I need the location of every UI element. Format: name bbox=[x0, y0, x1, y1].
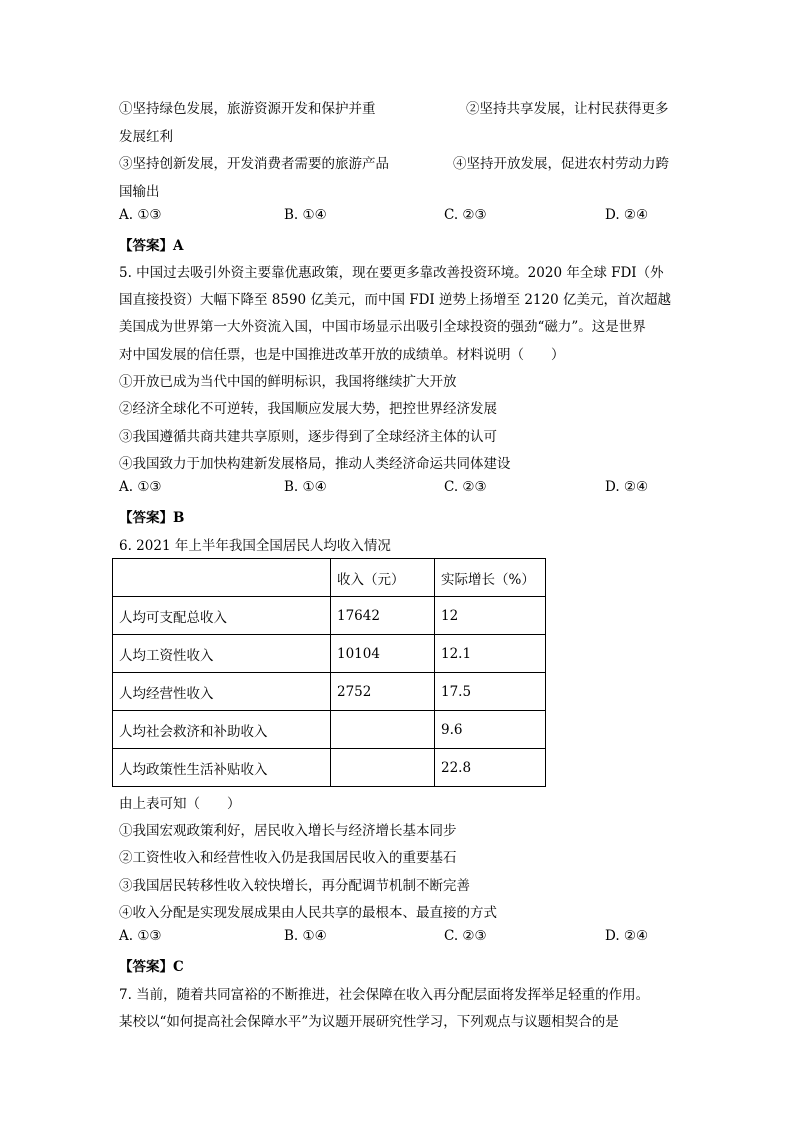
table-cell: 人均经营性收入 bbox=[113, 673, 331, 711]
table-cell bbox=[331, 749, 435, 787]
answer-value: A bbox=[173, 238, 184, 254]
table-cell: 17642 bbox=[331, 597, 435, 635]
choice-d: D. ②④ bbox=[605, 479, 649, 495]
q5-option-2: ②经济全球化不可逆转，我国顺应发展大势，把控世界经济发展 bbox=[119, 401, 497, 417]
table-cell: 人均可支配总收入 bbox=[113, 597, 331, 635]
q4-option-4: ④坚持开放发展，促进农村劳动力跨 bbox=[453, 156, 669, 172]
choice-d: D. ②④ bbox=[605, 928, 649, 944]
choice-b: B. ①④ bbox=[284, 928, 327, 944]
header-cell: 实际增长（%） bbox=[435, 559, 546, 597]
q5-answer bbox=[119, 506, 184, 526]
q4-option-3: ③坚持创新发展，开发消费者需要的旅游产品 bbox=[119, 156, 389, 172]
q5-option-3: ③我国遵循共商共建共享原则，逐步得到了全球经济主体的认可 bbox=[119, 429, 497, 445]
q5-stem-line-1: 5. 中国过去吸引外资主要靠优惠政策，现在要更多靠改善投资环境。2020 年全球 FDI（外 bbox=[119, 265, 664, 281]
table-row bbox=[113, 673, 546, 711]
choice-a: A. ①③ bbox=[119, 928, 162, 944]
q6-option-2: ②工资性收入和经营性收入仍是我国居民收入的重要基石 bbox=[119, 850, 457, 866]
answer-label: 【答案】 bbox=[119, 959, 173, 975]
q6-stem: 由上表可知（ ） bbox=[119, 796, 241, 812]
choice-c: C. ②③ bbox=[444, 207, 487, 223]
q5-option-4: ④我国致力于加快构建新发展格局，推动人类经济命运共同体建设 bbox=[119, 456, 511, 472]
q7-stem-line-2: 某校以“如何提高社会保障水平”为议题开展研究性学习，下列观点与议题相契合的是 bbox=[119, 1014, 619, 1030]
header-cell bbox=[113, 559, 331, 597]
choice-b: B. ①④ bbox=[284, 207, 327, 223]
table-cell: 10104 bbox=[331, 635, 435, 673]
choice-a: A. ①③ bbox=[119, 207, 162, 223]
table-cell: 9.6 bbox=[435, 711, 546, 749]
table-row bbox=[113, 635, 546, 673]
q4-answer bbox=[119, 234, 183, 254]
table-cell: 17.5 bbox=[435, 673, 546, 711]
q6-option-3: ③我国居民转移性收入较快增长，再分配调节机制不断完善 bbox=[119, 878, 470, 894]
table-row bbox=[113, 749, 546, 787]
answer-value: C bbox=[173, 959, 184, 975]
header-cell: 收入（元） bbox=[331, 559, 435, 597]
q4-choices bbox=[119, 207, 674, 227]
q5-stem-line-3: 美国成为世界第一大外资流入国，中国市场显示出吸引全球投资的强劲“磁力”。这是世界 bbox=[119, 319, 646, 335]
q4-option-2: ②坚持共享发展，让村民获得更多 bbox=[466, 101, 669, 117]
q6-title: 6. 2021 年上半年我国全国居民人均收入情况 bbox=[119, 538, 391, 554]
choice-a: A. ①③ bbox=[119, 479, 162, 495]
table-header-row bbox=[113, 559, 546, 597]
table-row bbox=[113, 711, 546, 749]
table-row bbox=[113, 597, 546, 635]
q4-option-4-cont: 国输出 bbox=[119, 184, 160, 200]
q6-choices bbox=[119, 928, 674, 948]
table-cell bbox=[331, 711, 435, 749]
q5-stem-line-4: 对中国发展的信任票，也是中国推进改革开放的成绩单。材料说明（ ） bbox=[119, 347, 565, 363]
table-cell: 人均社会救济和补助收入 bbox=[113, 711, 331, 749]
q5-choices bbox=[119, 479, 674, 499]
q4-option-2-cont: 发展红利 bbox=[119, 129, 173, 145]
q4-option-1: ①坚持绿色发展，旅游资源开发和保护并重 bbox=[119, 101, 376, 117]
q5-option-1: ①开放已成为当代中国的鲜明标识，我国将继续扩大开放 bbox=[119, 374, 457, 390]
q6-answer bbox=[119, 955, 184, 975]
answer-value: B bbox=[173, 510, 185, 526]
choice-c: C. ②③ bbox=[444, 479, 487, 495]
table-cell: 12.1 bbox=[435, 635, 546, 673]
table-cell: 22.8 bbox=[435, 749, 546, 787]
table-cell: 12 bbox=[435, 597, 546, 635]
choice-d: D. ②④ bbox=[605, 207, 649, 223]
answer-label: 【答案】 bbox=[119, 238, 173, 254]
table-cell: 2752 bbox=[331, 673, 435, 711]
choice-c: C. ②③ bbox=[444, 928, 487, 944]
answer-label: 【答案】 bbox=[119, 510, 173, 526]
q6-option-4: ④收入分配是实现发展成果由人民共享的最根本、最直接的方式 bbox=[119, 905, 497, 921]
q7-stem-line-1: 7. 当前，随着共同富裕的不断推进，社会保障在收入再分配层面将发挥举足轻重的作用。 bbox=[119, 987, 650, 1003]
table-cell: 人均工资性收入 bbox=[113, 635, 331, 673]
q6-option-1: ①我国宏观政策利好，居民收入增长与经济增长基本同步 bbox=[119, 823, 457, 839]
income-table bbox=[112, 558, 546, 787]
q5-stem-line-2: 国直接投资）大幅下降至 8590 亿美元，而中国 FDI 逆势上扬增至 2120 亿美元，首次超越 bbox=[119, 292, 671, 308]
table-cell: 人均政策性生活补贴收入 bbox=[113, 749, 331, 787]
choice-b: B. ①④ bbox=[284, 479, 327, 495]
